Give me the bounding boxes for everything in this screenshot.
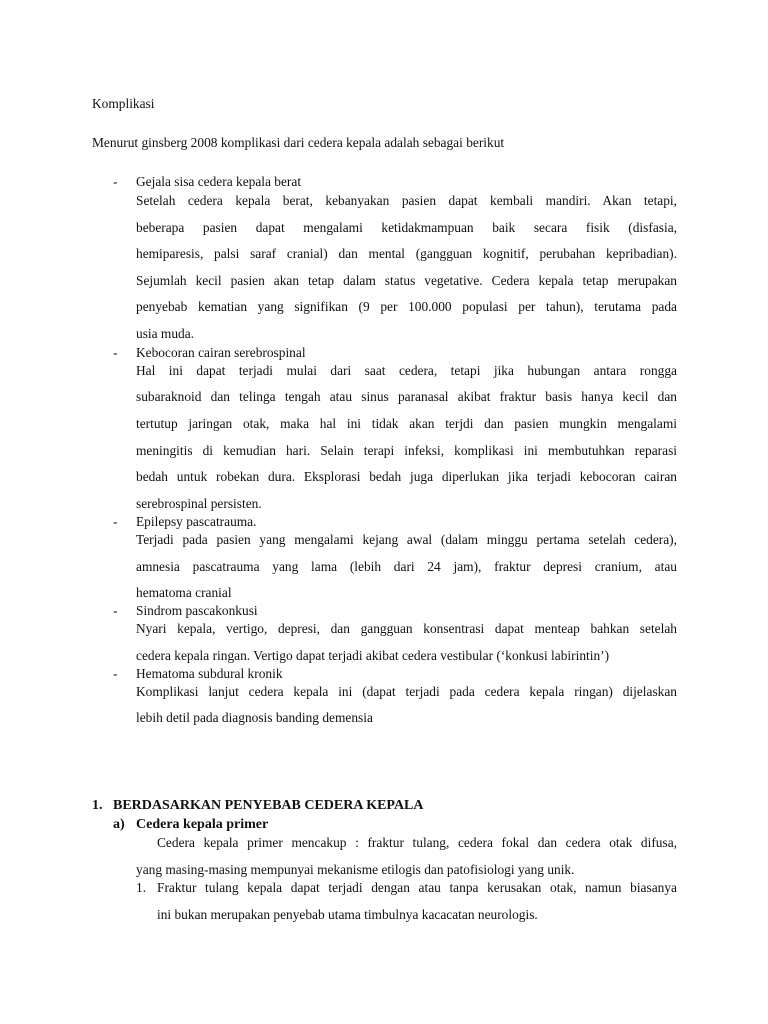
item-line: Komplikasi lanjut cedera kepala ini (dapat terjadi pada cedera kepala ringan) dijelaskan [136,684,677,699]
item-line: Setelah cedera kepala berat, kebanyakan pasien dapat kembali mandiri. Akan tetapi, [136,193,677,208]
item-line: usia muda. [136,326,195,341]
item-line: Nyari kepala, vertigo, depresi, dan gangguan konsentrasi dapat menteap bahkan setelah [136,621,677,636]
paragraph-line: yang masing-masing mempunyai mekanisme etilogis dan patofisiologi yang unik. [136,862,575,877]
item-heading: Sindrom pascakonkusi [136,603,258,618]
section-number: 1. [92,798,103,813]
paragraph-line: Cedera kepala primer mencakup : fraktur tulang, cedera fokal dan cedera otak difusa, [157,835,677,850]
item-line: subaraknoid dan telinga tengah atau sinus paranasal akibat fraktur basis hanya kecil dan [136,389,677,404]
subsection-title: Cedera kepala primer [136,817,269,832]
item-line: hemiparesis, palsi saraf cranial) dan mental (gangguan kognitif, perubahan kepribadian). [136,246,677,261]
item-line: meningitis di kemudian hari. Selain terapi infeksi, komplikasi ini membutuhkan reparasi [136,443,677,458]
item-heading: Epilepsy pascatrauma. [136,514,257,529]
item-heading: Kebocoran cairan serebrospinal [136,345,306,360]
section-title: BERDASARKAN PENYEBAB CEDERA KEPALA [113,798,424,813]
bullet-dash: - [113,345,118,360]
item-line: bedah untuk robekan dura. Eksplorasi bedah juga diperlukan jika terjadi kebocoran cairan [136,469,677,484]
item-line: Sejumlah kecil pasien akan tetap dalam status vegetative. Cedera kepala tetap merupakan [136,273,677,288]
bullet-dash: - [113,666,118,681]
bullet-dash: - [113,603,118,618]
item-line: Hal ini dapat terjadi mulai dari saat cedera, tetapi jika hubungan antara rongga [136,363,677,378]
subsection-label: a) [113,817,125,832]
item-line: amnesia pascatrauma yang lama (lebih dari 24 jam), fraktur depresi cranium, atau [136,559,677,574]
item-line: penyebab kematian yang signifikan (9 per 100.000 populasi per tahun), terutama pada [136,299,677,314]
list-line: ini bukan merupakan penyebab utama timbulnya kacacatan neurologis. [157,907,538,922]
item-line: cedera kepala ringan. Vertigo dapat terjadi akibat cedera vestibular (‘konkusi labirintin’) [136,648,610,663]
section-heading-komplikasi: Komplikasi [92,96,155,111]
item-line: beberapa pasien dapat mengalami ketidakmampuan baik secara fisik (disfasia, [136,220,677,235]
item-line: tertutup jaringan otak, maka hal ini tidak akan terjdi dan pasien mungkin mengalami [136,416,677,431]
list-line: Fraktur tulang kepala dapat terjadi dengan atau tanpa kerusakan otak, namun biasanya [157,880,677,895]
item-heading: Gejala sisa cedera kepala berat [136,174,302,189]
list-number: 1. [136,880,147,895]
item-line: hematoma cranial [136,585,232,600]
item-heading: Hematoma subdural kronik [136,666,283,681]
intro-paragraph: Menurut ginsberg 2008 komplikasi dari cedera kepala adalah sebagai berikut [92,135,505,150]
item-line: serebrospinal persisten. [136,496,262,511]
item-line: Terjadi pada pasien yang mengalami kejang awal (dalam minggu pertama setelah cedera), [136,532,677,547]
bullet-dash: - [113,174,118,189]
item-line: lebih detil pada diagnosis banding demensia [136,710,373,725]
bullet-dash: - [113,514,118,529]
